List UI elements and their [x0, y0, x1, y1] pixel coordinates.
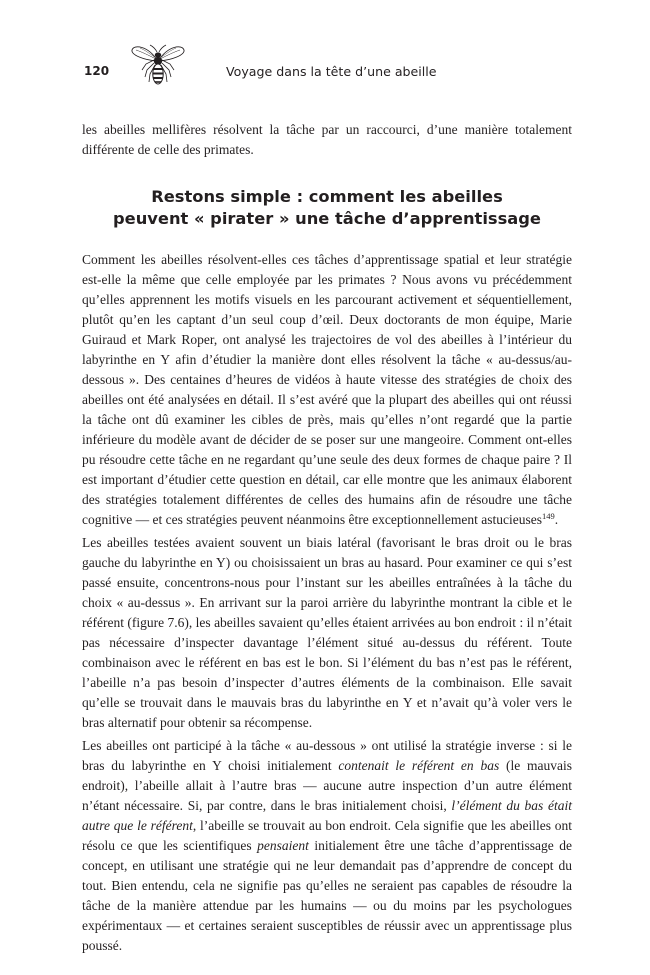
page-number: 120 [84, 64, 110, 78]
running-title: Voyage dans la tête d’une abeille [226, 64, 437, 79]
bee-icon [130, 44, 186, 88]
paragraph-3-italic-3: pensaient [257, 838, 309, 853]
paragraph-1 [82, 250, 572, 530]
paragraph-3-italic-2: l’élément du bas était autre que le référent [82, 798, 572, 833]
footnote-ref: 149 [541, 511, 555, 521]
paragraph-3-seg-1: Les abeilles ont participé à la tâche « au-dessous » ont utilisé la stratégie inverse : si le bras du labyrinthe en Y choisi initialement [82, 738, 572, 773]
section-title-line-1: Restons simple : comment les abeilles [151, 187, 503, 206]
paragraph-3-seg-3: , l’abeille se trouvait au bon endroit. Cela signifie que les abeilles ont résolu ce que les scientifiques [82, 818, 572, 853]
paragraph-3-italic-1: contenait le référent en bas [338, 758, 500, 773]
page-header [84, 44, 574, 88]
paragraph-3 [82, 736, 572, 956]
intro-paragraph: les abeilles mellifères résolvent la tâche par un raccourci, d’une manière totalement différente de celle des primates. [82, 122, 572, 157]
section-title-line-2: peuvent « pirater » une tâche d’apprentissage [113, 209, 541, 228]
paragraph-3-seg-4: initialement être une tâche d’apprentissage de concept, en utilisant une stratégie qui ne leur demandait pas d’apprendre de concept du tout. Bien entendu, cela ne signifie pas qu’elles ne seraient pas capables de résoudre la tâche de la manière attendue par les humains — ou du moins par les psychologues expérimentaux — et certaines seraient susceptibles de réussir avec un apprentissage plus poussé. [82, 838, 572, 953]
section-title [82, 186, 572, 230]
paragraph-3-seg-2: (le mauvais endroit), l’abeille allait à l’autre bras — aucune autre inspection d’un autre élément n’étant nécessaire. Si, par contre, dans le bras initialement choisi, [82, 758, 572, 813]
paragraph-1-text: Comment les abeilles résolvent-elles ces tâches d’apprentissage spatial et leur stratégie est-elle la même que celle employée par les primates ? Nous avons vu précédemment qu’elles apprennent les motifs visuels en les parcourant activement et séquentiellement, plutôt qu’en les captant d’un seul coup d’œil. Deux doctorants de mon équipe, Marie Guiraud et Mark Roper, ont analysé les trajectoires de vol des abeilles à l’intérieur du labyrinthe en Y afin d’étudier la manière dont elles résolvent la tâche « au-dessus/au-dessous ». Des centaines d’heures de vidéos à haute vitesse des stratégies de choix des abeilles ont été analysées en détail. Il s’est avéré que la plupart des abeilles qui ont réussi la tâche ont dû examiner les cibles de près, mais qu’elles n’ont regardé que la partie inférieure du modèle avant de décider de se poser sur une mangeoire. Comment ont-elles pu résoudre cette tâche en ne regardant qu’une seule des deux formes de chaque paire ? Il est important d’étudier cette question en détail, car elle montre que les animaux élaborent des stratégies totalement différentes de celles des humains afin de résoudre une tâche cognitive — et ces stratégies peuvent néanmoins être exceptionnellement astucieuses [82, 252, 572, 527]
paragraph-2: Les abeilles testées avaient souvent un biais latéral (favorisant le bras droit ou le bras gauche du labyrinthe en Y) ou choisissaient un bras au hasard. Pour examiner ce qui s’est passé ensuite, concentrons-nous pour l’instant sur les abeilles entraînées à la tâche du choix « au-dessus ». En arrivant sur la paroi arrière du labyrinthe montrant la cible et le référent (figure 7.6), les abeilles savaient qu’elles étaient arrivées au bon endroit : il n’était pas nécessaire d’inspecter davantage l’élément situé au-dessus du référent. Toute combinaison avec le référent en bas est le bon. Si l’élément du bas n’est pas le référent, l’abeille n’a pas besoin d’inspecter d’autres éléments de la combinaison. Elle savait qu’elle se trouvait dans le mauvais bras du labyrinthe en Y et n’avait qu’à voler vers le bras alternatif pour obtenir sa récompense. [82, 535, 572, 730]
page-body [82, 120, 572, 956]
paragraph-1-end: . [554, 512, 559, 527]
